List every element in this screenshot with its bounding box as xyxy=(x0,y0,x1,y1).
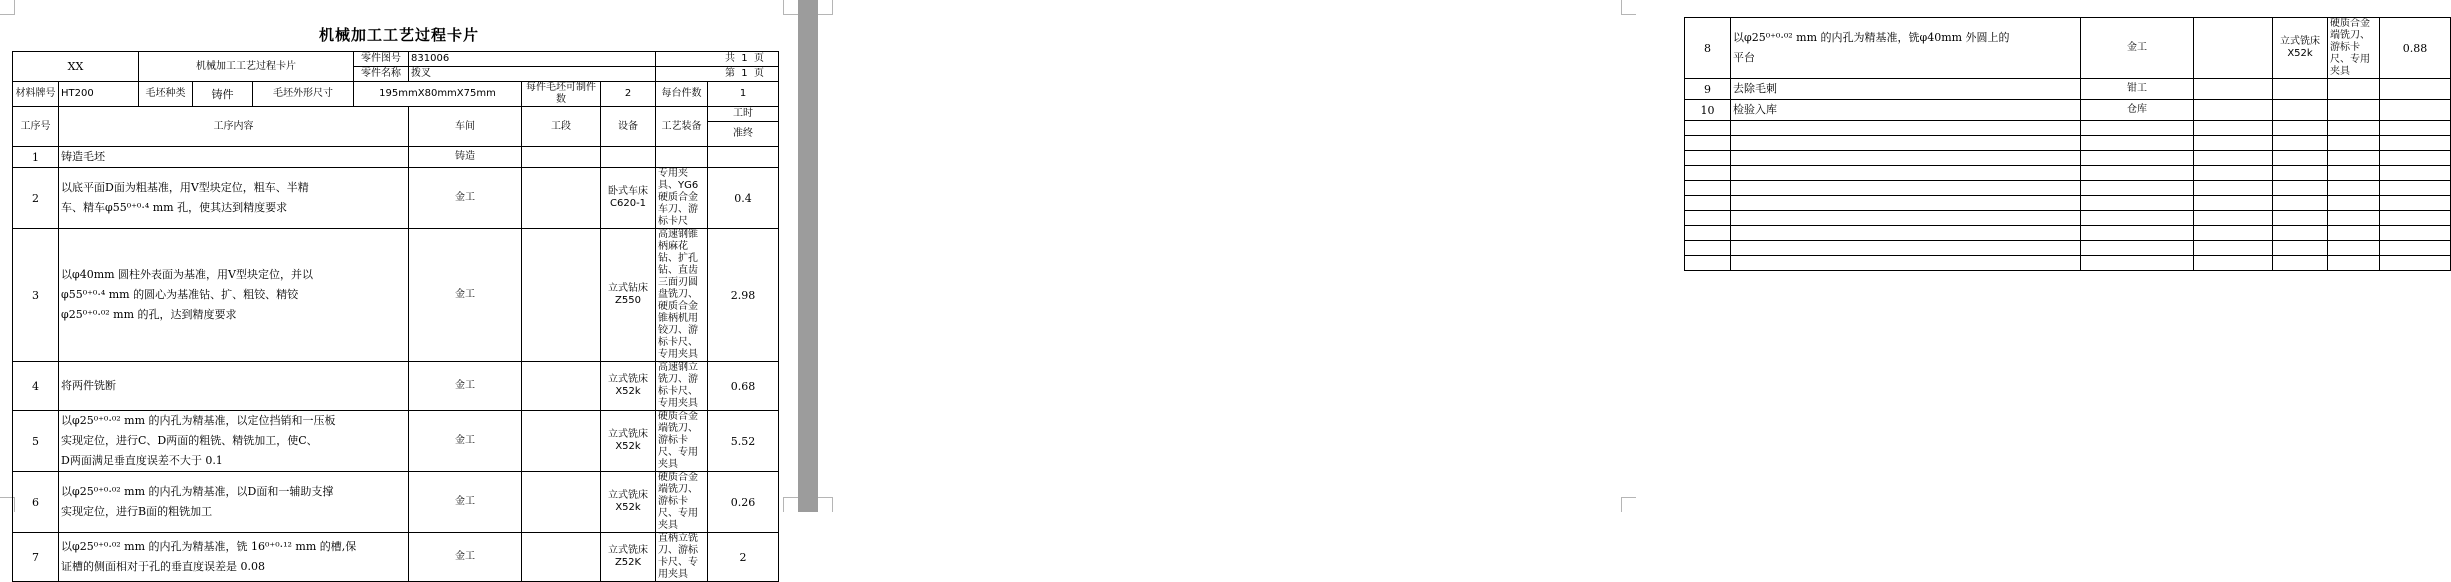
empty-cell xyxy=(2194,166,2273,181)
step-section xyxy=(522,362,601,411)
table-row-empty xyxy=(1685,226,2451,241)
crop-mark xyxy=(1621,497,1636,512)
step-content xyxy=(1731,100,2081,121)
empty-cell xyxy=(2273,121,2328,136)
crop-mark xyxy=(0,0,15,15)
col-header-equipment: 设备 xyxy=(601,107,656,147)
step-equipment-line: X52k xyxy=(615,386,641,397)
empty-cell xyxy=(2328,226,2380,241)
part-no-value: 831006 xyxy=(409,52,656,67)
step-number: 4 xyxy=(13,362,59,411)
material-label: 材料牌号 xyxy=(13,82,59,107)
empty-cell xyxy=(2273,256,2328,271)
part-name-label: 零件名称 xyxy=(354,67,409,82)
empty-cell xyxy=(2380,256,2451,271)
empty-cell xyxy=(1685,256,1731,271)
empty-cell xyxy=(1685,226,1731,241)
step-content xyxy=(59,411,409,472)
step-equipment-line: 立式铣床 xyxy=(608,545,649,556)
empty-cell xyxy=(2081,211,2194,226)
step-section xyxy=(2194,100,2273,121)
table-row xyxy=(1685,18,2451,79)
step-tooling: 专用夹具、YG6硬质合金车刀、游标卡尺 xyxy=(656,168,708,229)
empty-cell xyxy=(1731,241,2081,256)
col-header-workshop: 车间 xyxy=(409,107,522,147)
table-row-empty xyxy=(1685,181,2451,196)
col-header-section: 工段 xyxy=(522,107,601,147)
empty-cell xyxy=(2081,181,2194,196)
empty-cell xyxy=(2380,181,2451,196)
step-content-line: φ25⁰⁺⁰·⁰² mm 的孔，达到精度要求 xyxy=(61,308,237,321)
empty-cell xyxy=(2328,151,2380,166)
step-content xyxy=(1731,18,2081,79)
empty-cell xyxy=(1731,121,2081,136)
empty-cell xyxy=(2081,136,2194,151)
step-equipment xyxy=(601,472,656,533)
step-content xyxy=(59,362,409,411)
step-number: 5 xyxy=(13,411,59,472)
step-content-line: 铸造毛坯 xyxy=(61,150,105,163)
step-equipment xyxy=(601,362,656,411)
step-content xyxy=(59,533,409,582)
step-workshop: 金工 xyxy=(409,229,522,362)
blank-type-value: 铸件 xyxy=(193,82,253,107)
part-no-label: 零件图号 xyxy=(354,52,409,67)
step-equipment-line: X52k xyxy=(615,502,641,513)
empty-cell xyxy=(2328,241,2380,256)
step-equipment xyxy=(2273,100,2328,121)
empty-cell xyxy=(2273,196,2328,211)
step-section xyxy=(522,147,601,168)
table-row xyxy=(13,533,779,582)
crop-mark xyxy=(1621,0,1636,15)
step-content xyxy=(59,229,409,362)
table-row-empty xyxy=(1685,196,2451,211)
blank-type-label: 毛坯种类 xyxy=(139,82,193,107)
empty-cell xyxy=(2273,181,2328,196)
table-row xyxy=(13,229,779,362)
table-row xyxy=(13,472,779,533)
empty-cell xyxy=(1685,136,1731,151)
empty-cell xyxy=(1685,211,1731,226)
empty-cell xyxy=(1685,196,1731,211)
empty-cell xyxy=(2328,196,2380,211)
step-workshop: 金工 xyxy=(409,533,522,582)
empty-cell xyxy=(2380,196,2451,211)
empty-cell xyxy=(2081,256,2194,271)
empty-cell xyxy=(2380,241,2451,256)
empty-cell xyxy=(2273,136,2328,151)
empty-cell xyxy=(2194,136,2273,151)
empty-cell xyxy=(2273,211,2328,226)
step-content-line: 实现定位，进行B面的粗铣加工 xyxy=(61,505,213,518)
empty-cell xyxy=(2194,181,2273,196)
process-card-table xyxy=(12,51,779,582)
process-card-table-continued xyxy=(1684,17,2451,271)
total-pages-cell: 共 1 页 xyxy=(656,52,779,67)
crop-mark xyxy=(783,0,798,15)
step-section xyxy=(522,229,601,362)
step-equipment-line: 卧式车床 xyxy=(608,186,649,197)
table-row xyxy=(1685,100,2451,121)
col-header-no: 工序号 xyxy=(13,107,59,147)
step-tooling: 直柄立铣刀、游标卡尺、专用夹具 xyxy=(656,533,708,582)
step-tooling: 硬质合金端铣刀、游标卡尺、专用夹具 xyxy=(656,411,708,472)
blank-size-value: 195mmX80mmX75mm xyxy=(354,82,522,107)
table-row-empty xyxy=(1685,256,2451,271)
empty-cell xyxy=(2328,166,2380,181)
empty-cell xyxy=(2328,211,2380,226)
step-equipment-line: Z550 xyxy=(615,295,641,306)
card-name-cell: 机械加工工艺过程卡片 xyxy=(139,52,354,82)
step-content-line: D两面满足垂直度误差不大于 0.1 xyxy=(61,454,223,467)
empty-cell xyxy=(2380,226,2451,241)
table-row xyxy=(13,362,779,411)
step-workshop: 铸造 xyxy=(409,147,522,168)
empty-cell xyxy=(1685,121,1731,136)
part-name-value: 拨叉 xyxy=(409,67,656,82)
crop-mark xyxy=(783,497,798,512)
step-content xyxy=(59,147,409,168)
table-row-empty xyxy=(1685,136,2451,151)
step-prep-hours xyxy=(2380,79,2451,100)
col-header-prep: 准终 xyxy=(708,122,779,147)
empty-cell xyxy=(2380,166,2451,181)
empty-cell xyxy=(2194,211,2273,226)
empty-cell xyxy=(1685,151,1731,166)
step-number: 8 xyxy=(1685,18,1731,79)
step-content-line: 以φ25⁰⁺⁰·⁰² mm 的内孔为精基准，以定位挡销和一压板 xyxy=(61,414,336,427)
step-tooling xyxy=(2328,79,2380,100)
step-content-line: 去除毛刺 xyxy=(1733,82,1777,95)
per-blank-value: 2 xyxy=(601,82,656,107)
empty-cell xyxy=(2273,166,2328,181)
step-equipment xyxy=(601,533,656,582)
step-workshop: 金工 xyxy=(409,362,522,411)
empty-cell xyxy=(2273,151,2328,166)
step-workshop: 金工 xyxy=(409,472,522,533)
step-content-line: 将两件铣断 xyxy=(61,379,116,392)
step-number: 3 xyxy=(13,229,59,362)
document-title: 机械加工工艺过程卡片 xyxy=(318,26,479,44)
empty-cell xyxy=(1731,136,2081,151)
empty-cell xyxy=(2194,226,2273,241)
step-section xyxy=(522,533,601,582)
step-equipment xyxy=(601,168,656,229)
empty-cell xyxy=(2194,196,2273,211)
col-header-hours: 工时 xyxy=(708,107,779,122)
step-number: 7 xyxy=(13,533,59,582)
step-content xyxy=(59,168,409,229)
step-equipment xyxy=(601,411,656,472)
empty-cell xyxy=(2273,241,2328,256)
step-number: 1 xyxy=(13,147,59,168)
step-content-line: 实现定位，进行C、D两面的粗铣、精铣加工，使C、 xyxy=(61,434,318,447)
per-blank-label: 每件毛坯可制件数 xyxy=(522,82,601,107)
process-rows xyxy=(13,147,779,582)
empty-cell xyxy=(2081,121,2194,136)
table-row xyxy=(13,147,779,168)
empty-cell xyxy=(2194,241,2273,256)
empty-cell xyxy=(2081,166,2194,181)
step-prep-hours: 0.68 xyxy=(708,362,779,411)
step-content-line: 检验入库 xyxy=(1733,103,1777,116)
empty-cell xyxy=(1685,166,1731,181)
per-unit-value: 1 xyxy=(708,82,779,107)
step-content-line: φ55⁰⁺⁰·⁴ mm 的圆心为基准钻、扩、粗铰、精铰 xyxy=(61,288,299,301)
step-section xyxy=(522,168,601,229)
empty-cell xyxy=(2081,151,2194,166)
blank-size-label: 毛坯外形尺寸 xyxy=(253,82,354,107)
step-equipment-line: Z52K xyxy=(614,557,642,568)
empty-cell xyxy=(2380,151,2451,166)
step-workshop: 仓库 xyxy=(2081,100,2194,121)
per-unit-label: 每台件数 xyxy=(656,82,708,107)
empty-cell xyxy=(2081,241,2194,256)
table-row-empty xyxy=(1685,211,2451,226)
step-number: 2 xyxy=(13,168,59,229)
empty-cell xyxy=(2380,121,2451,136)
empty-cell xyxy=(2380,211,2451,226)
empty-cell xyxy=(2328,121,2380,136)
step-content-line: 以φ25⁰⁺⁰·⁰² mm 的内孔为精基准，铣φ40mm 外圆上的 xyxy=(1733,31,2010,44)
step-tooling: 高速钢立铣刀、游标卡尺、专用夹具 xyxy=(656,362,708,411)
table-row-empty xyxy=(1685,166,2451,181)
step-content-line: 证槽的侧面相对于孔的垂直度误差是 0.08 xyxy=(61,560,265,573)
table-row xyxy=(13,411,779,472)
step-equipment-line: 立式铣床 xyxy=(2280,36,2320,47)
step-content xyxy=(1731,79,2081,100)
step-tooling: 高速钢锥柄麻花钻、扩孔钻、直齿三面刃圆盘铣刀、硬质合金锥柄机用铰刀、游标卡尺、专用夹具 xyxy=(656,229,708,362)
material-value: HT200 xyxy=(59,82,139,107)
page-1 xyxy=(0,0,798,580)
step-tooling xyxy=(2328,100,2380,121)
step-tooling xyxy=(656,147,708,168)
step-workshop: 金工 xyxy=(2081,18,2194,79)
step-prep-hours xyxy=(708,147,779,168)
step-number: 9 xyxy=(1685,79,1731,100)
empty-cell xyxy=(2328,256,2380,271)
empty-cell xyxy=(1731,196,2081,211)
empty-cell xyxy=(1685,241,1731,256)
step-equipment xyxy=(2273,18,2328,79)
step-prep-hours xyxy=(2380,100,2451,121)
page-2 xyxy=(818,0,2428,512)
step-workshop: 金工 xyxy=(409,168,522,229)
step-equipment-line: X52k xyxy=(615,441,641,452)
step-section xyxy=(522,411,601,472)
empty-cell xyxy=(2081,226,2194,241)
step-prep-hours: 2 xyxy=(708,533,779,582)
empty-cell xyxy=(1731,166,2081,181)
empty-cell xyxy=(2328,181,2380,196)
empty-cell xyxy=(2380,136,2451,151)
step-prep-hours: 2.98 xyxy=(708,229,779,362)
step-equipment xyxy=(2273,79,2328,100)
step-section xyxy=(522,472,601,533)
step-workshop: 金工 xyxy=(409,411,522,472)
empty-cell xyxy=(1731,151,2081,166)
col-header-tooling: 工艺装备 xyxy=(656,107,708,147)
empty-cell xyxy=(2194,121,2273,136)
crop-mark xyxy=(818,0,833,15)
step-equipment-line: 立式铣床 xyxy=(608,374,649,385)
step-content-line: 以底平面D面为粗基准，用V型块定位，粗车、半精 xyxy=(61,181,309,194)
step-tooling: 硬质合金端铣刀、游标卡尺、专用夹具 xyxy=(656,472,708,533)
step-equipment xyxy=(601,229,656,362)
table-row-empty xyxy=(1685,151,2451,166)
page-gutter xyxy=(798,0,818,512)
company-cell: XX xyxy=(13,52,139,82)
step-equipment xyxy=(601,147,656,168)
table-row-empty xyxy=(1685,241,2451,256)
step-prep-hours: 5.52 xyxy=(708,411,779,472)
step-number: 6 xyxy=(13,472,59,533)
empty-cell xyxy=(2081,196,2194,211)
empty-cell xyxy=(2273,226,2328,241)
step-equipment-line: 立式铣床 xyxy=(608,490,649,501)
step-prep-hours: 0.88 xyxy=(2380,18,2451,79)
step-section xyxy=(2194,79,2273,100)
step-equipment-line: X52k xyxy=(2287,48,2313,59)
step-workshop: 钳工 xyxy=(2081,79,2194,100)
step-equipment-line: 立式铣床 xyxy=(608,429,649,440)
empty-cell xyxy=(2194,256,2273,271)
step-tooling: 硬质合金端铣刀、游标卡尺、专用夹具 xyxy=(2328,18,2380,79)
empty-cell xyxy=(1731,181,2081,196)
crop-mark xyxy=(818,497,833,512)
table-row xyxy=(13,168,779,229)
empty-cell xyxy=(1731,256,2081,271)
empty-cell xyxy=(1731,226,2081,241)
step-prep-hours: 0.4 xyxy=(708,168,779,229)
step-number: 10 xyxy=(1685,100,1731,121)
step-prep-hours: 0.26 xyxy=(708,472,779,533)
step-content-line: 以φ40mm 圆柱外表面为基准，用V型块定位，并以 xyxy=(61,268,313,281)
empty-cell xyxy=(1685,181,1731,196)
step-content-line: 平台 xyxy=(1733,51,1755,64)
empty-cell xyxy=(2194,151,2273,166)
step-content-line: 车、精车φ55⁰⁺⁰·⁴ mm 孔，使其达到精度要求 xyxy=(61,201,288,214)
step-content-line: 以φ25⁰⁺⁰·⁰² mm 的内孔为精基准，以D面和一辅助支撑 xyxy=(61,485,334,498)
process-rows-continued xyxy=(1685,18,2451,271)
table-row xyxy=(1685,79,2451,100)
current-page-cell: 第 1 页 xyxy=(656,67,779,82)
table-row-empty xyxy=(1685,121,2451,136)
step-section xyxy=(2194,18,2273,79)
step-content xyxy=(59,472,409,533)
step-equipment-line: C620-1 xyxy=(610,198,647,209)
empty-cell xyxy=(1731,211,2081,226)
empty-cell xyxy=(2328,136,2380,151)
col-header-content: 工序内容 xyxy=(59,107,409,147)
step-content-line: 以φ25⁰⁺⁰·⁰² mm 的内孔为精基准，铣 16⁰⁺⁰·¹² mm 的槽,保 xyxy=(61,540,357,553)
step-equipment-line: 立式钻床 xyxy=(608,283,649,294)
